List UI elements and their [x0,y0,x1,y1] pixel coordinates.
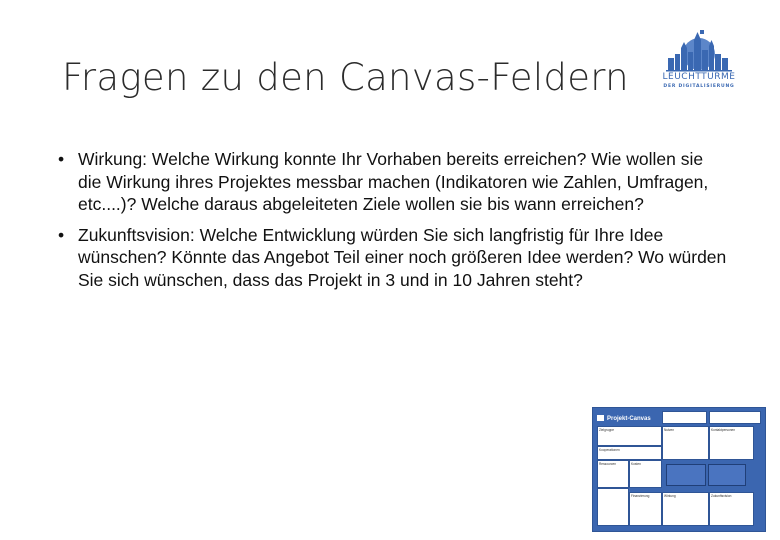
canvas-cell: Wirkung [662,492,709,526]
canvas-logo-icon [597,415,604,421]
logo-tagline: DER DIGITALISIERUNG [663,84,735,89]
logo-wordmark: LEUCHTTÜRME [662,72,736,82]
slide-title: Fragen zu den Canvas-Feldern [62,56,629,99]
canvas-cell: Zielgruppe [597,426,662,446]
canvas-cell-highlight [708,464,746,486]
bullet-item [58,148,728,216]
city-skyline-icon [660,28,738,72]
bullet-text: Wirkung: Welche Wirkung konnte Ihr Vorhaben bereits erreichen? Wie wollen sie die Wirkung ihres Projektes messbar machen (Indikatoren wie Zahlen, Umfragen, etc....)? Welche daraus abgeleiteten Ziele wollen sie bis wann erreichen? [78,149,709,214]
canvas-cell: Kooperationen [597,446,662,460]
bullet-text: Zukunftsvision: Welche Entwicklung würden Sie sich langfristig für Ihre Idee wünschen? Könnte das Angebot Teil einer noch größeren Idee werden? Wo würden Sie sich wünschen, dass das Projekt in 3 und in 10 Jahren steht? [78,224,727,290]
canvas-cell: Ressourcen [597,460,629,488]
canvas-cell-highlight [666,464,706,486]
canvas-title: Projekt-Canvas [607,416,651,422]
canvas-cell: Zukunftsvision [709,492,754,526]
bullet-item [58,224,728,292]
canvas-cell: Kontaktpersonen [709,426,754,460]
canvas-cell: Finanzierung [629,492,662,526]
canvas-cell [662,411,707,424]
bullet-marker: • [58,149,65,169]
project-canvas-thumbnail [592,407,766,532]
canvas-header [597,412,661,426]
bullet-list [58,148,728,299]
canvas-cell: Kosten [629,460,662,488]
leuchttuerme-logo [660,28,738,98]
canvas-cell [709,411,761,424]
canvas-cell: Nutzen [662,426,709,460]
canvas-cell [597,488,629,526]
bullet-marker: • [58,224,65,245]
